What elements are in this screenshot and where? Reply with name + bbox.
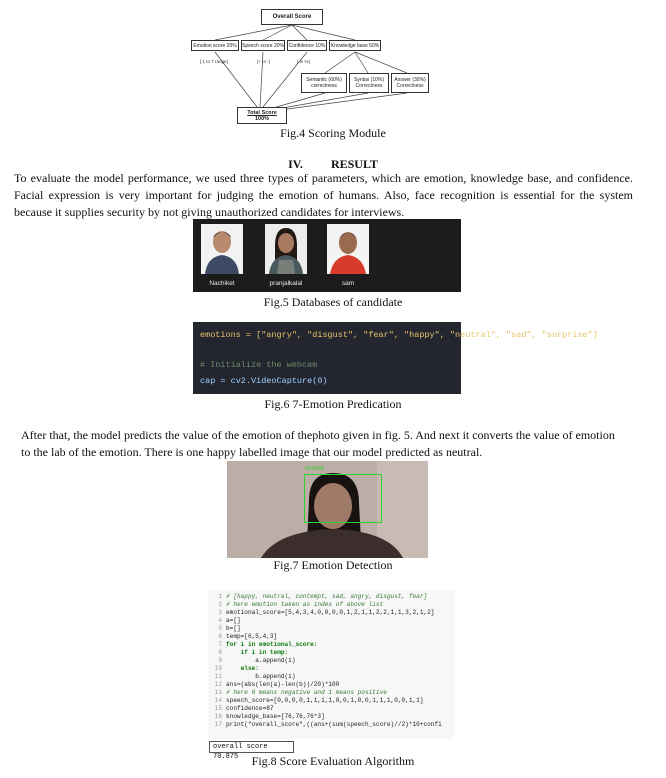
confidence-box: Confidence 10% [287, 40, 327, 51]
code-line: 12 ans=(abs(len(a)-len(b))/20)*100 [214, 681, 340, 688]
candidate-card [265, 224, 307, 287]
emotion-score-box: Emotion score 20% [191, 40, 239, 51]
paragraph-2-line-1: After that, the model predicts the value of the emotion of thephoto given in fig. 5. And next it converts the value of emotion [21, 428, 615, 442]
paragraph-2 [21, 427, 633, 461]
paragraph-1-line-2: Facial expression is very important for judging the emotion of humans. Also, face recognition is essential for the system [14, 188, 633, 202]
paragraph-1-line-1: To evaluate the model performance, we used three types of parameters, which are emotion, knowledge base, and confidence. [14, 171, 633, 185]
code-line: 6 temp=[6,5,4,3] [218, 633, 278, 640]
fig8-caption: Fig.8 Score Evaluation Algorithm [251, 754, 415, 768]
speech-score-box: Speech score 20% [241, 40, 285, 51]
code-line-emotions: emotions = ["angry", "disgust", "fear", "happy", "neutral", "sad", "surprise"] [200, 330, 598, 340]
candidate-database-panel [193, 219, 461, 292]
scoring-module-diagram [185, 5, 430, 125]
answer-box: Answer (30%) Correctness [391, 73, 429, 93]
code-line: 13 # here 0 means negative and 1 means positive [214, 689, 387, 696]
candidate-card [327, 224, 369, 287]
emotion-label: neutral [305, 466, 324, 472]
code-line: 17 print("overall_score",((ans+(sum(speech_score)//2)*10+confi [214, 721, 442, 728]
code-line-comment: # Initialize the webcam [200, 360, 318, 370]
knowledge-base-box: Knowledge base 50% [329, 40, 381, 51]
candidate-photo [265, 224, 307, 274]
fig7-caption: Fig.7 Emotion Detection [273, 558, 393, 572]
overall-score-box: Overall Score [261, 9, 323, 25]
face-detection-box [304, 474, 382, 523]
section-title: RESULT [330, 157, 378, 171]
emotion-range-label: [ 1 to 7 range] [200, 59, 228, 64]
emotion-code-snippet [193, 322, 598, 394]
candidate-photo [201, 224, 243, 274]
paragraph-1 [14, 170, 633, 221]
person-photo-icon [201, 224, 243, 274]
syntax-box: Syntax (10%) Correctness [349, 73, 389, 93]
code-line: 4 a=[] [218, 617, 241, 624]
code-line: 3 emotional_score=[5,4,3,4,0,0,0,0,1,2,1,1,2,2,1,1,3,2,1,2] [218, 609, 435, 616]
confidence-percent-label: [ In %] [297, 59, 310, 64]
code-line: 7 for i in emotional_score: [218, 641, 318, 648]
code-line-webcam: cap = cv2.VideoCapture(0) [200, 376, 328, 386]
candidate-name: Nachiket [209, 280, 235, 287]
fig6-caption: Fig.6 7-Emotion Predication [264, 397, 402, 411]
total-score-box [237, 107, 287, 124]
fig4-caption: Fig.4 Scoring Module [280, 126, 386, 140]
semantic-box: Semantic (60%) correctness [301, 73, 347, 93]
candidate-card [201, 224, 243, 287]
section-number: IV. [288, 157, 303, 171]
candidate-name: pranjalkalal [269, 280, 303, 287]
candidate-name: sam [341, 280, 355, 287]
code-output: overall score 70.875 [209, 741, 294, 753]
code-line: 14 speech_score=[0,0,0,0,1,1,1,1,0,0,1,0,0,1,1,1,0,0,1,1] [214, 697, 424, 704]
code-line: 11 b.append(i) [214, 673, 296, 680]
code-line: 16 knowledge_base=[76,76,76*3] [214, 713, 325, 720]
speech-sign-label: [+ or -] [257, 59, 271, 64]
candidate-photo [327, 224, 369, 274]
total-score-percent: 100% [254, 115, 270, 122]
code-line: 15 confidence=87 [214, 705, 274, 712]
fig5-caption: Fig.5 Databases of candidate [263, 295, 403, 309]
code-line: 8 if i in temp: [218, 649, 289, 656]
code-line: 1 # [happy, neutral, contempt, sad, angry, disgust, fear] [218, 593, 428, 600]
code-line: 2 # here emotion taken as index of above list [218, 601, 384, 608]
score-algorithm-code [208, 590, 454, 739]
code-line: 10 else: [214, 665, 259, 672]
code-line: 9 a.append(i) [218, 657, 296, 664]
code-line: 5 b=[] [218, 625, 241, 632]
paragraph-1-line-3: because it supplies security by not giving unauthorized candidates for interviews. [14, 205, 405, 219]
emotion-detection-frame [227, 461, 428, 558]
person-photo-icon [265, 224, 307, 274]
person-photo-icon [327, 224, 369, 274]
total-score-label: Total Score [247, 109, 277, 116]
paragraph-2-line-2: to the lab of the emotion. There is one happy labelled image that our model predicted as neutral. [21, 445, 483, 459]
